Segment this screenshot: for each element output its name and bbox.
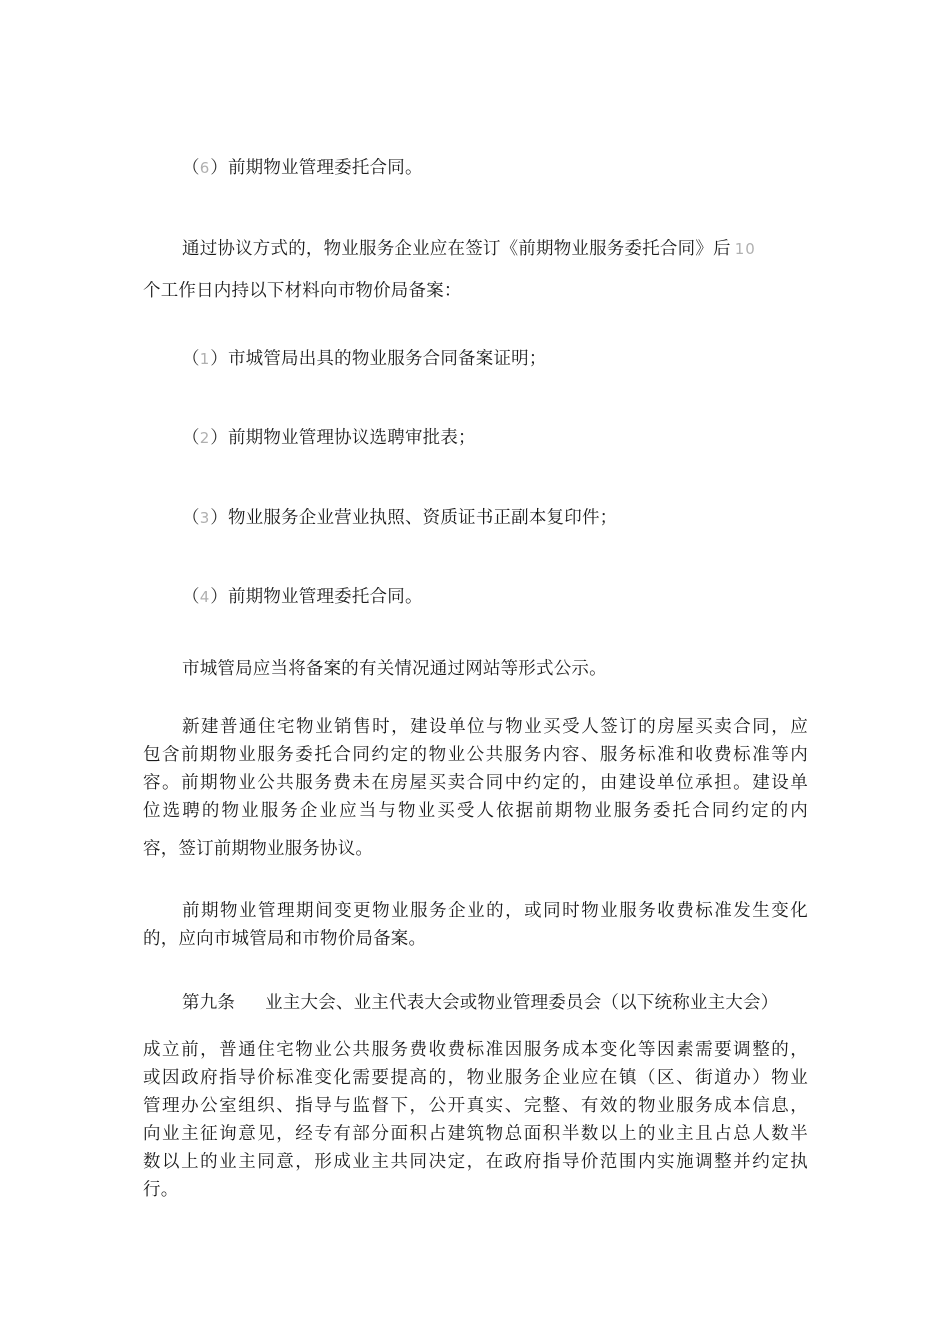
article-label: 第九条 [182,993,236,1013]
article-9-line-3: 或因政府指导价标准变化需要提高的，物业服务企业应在镇（区、街道办）物业 [143,1068,808,1088]
list-item-4 [182,584,847,612]
item-number: 3 [199,509,211,527]
paren-open: （ [182,158,200,178]
paragraph-change-line-1: 前期物业管理期间变更物业服务企业的，或同时物业服务收费标准发生变化 [182,901,808,921]
item-number: 4 [199,588,211,606]
paren-close: ） [210,158,228,178]
item-text: 前期物业管理委托合同。 [227,158,423,178]
list-item-3 [182,505,847,533]
paren-open: （ [182,349,200,369]
paren-open: （ [182,508,200,528]
paren-close: ） [210,428,228,448]
paragraph-change-line-2: 的，应向市城管局和市物价局备案。 [143,929,427,949]
list-item-6 [182,155,847,183]
article-9-line-4: 管理办公室组织、指导与监督下，公开真实、完整、有效的物业服务成本信息， [143,1096,808,1116]
paren-close: ） [210,349,228,369]
paragraph-publicize: 市城管局应当将备案的有关情况通过网站等形式公示。 [182,659,607,679]
item-number: 2 [199,429,211,447]
paragraph-newbuild-line-5: 容，签订前期物业服务协议。 [143,839,374,859]
item-number: 1 [199,350,211,368]
paren-close: ） [210,587,228,607]
paragraph-newbuild-line-1: 新建普通住宅物业销售时，建设单位与物业买受人签订的房屋买卖合同，应 [182,717,808,737]
item-text: 前期物业管理协议选聘审批表； [227,428,476,448]
list-item-1 [182,346,847,374]
paragraph-agreement-line-1 [182,236,808,264]
paren-open: （ [182,428,200,448]
paragraph-newbuild-line-4: 位选聘的物业服务企业应当与物业买受人依据前期物业服务委托合同约定的内 [143,801,808,821]
item-text: 市城管局出具的物业服务合同备案证明； [227,349,547,369]
list-item-2 [182,425,847,453]
paragraph-agreement-line-2: 个工作日内持以下材料向市物价局备案： [143,281,462,301]
paren-close: ） [210,508,228,528]
paragraph-text: 通过协议方式的，物业服务企业应在签订《前期物业服务委托合同》后 [182,239,731,259]
article-9-line-7: 行。 [143,1180,179,1200]
item-number: 6 [199,159,211,177]
day-count-number: 10 [734,240,756,258]
paren-open: （ [182,587,200,607]
paragraph-newbuild-line-2: 包含前期物业服务委托合同约定的物业公共服务内容、服务标准和收费标准等内 [143,745,808,765]
article-9-line-2: 成立前，普通住宅物业公共服务费收费标准因服务成本变化等因素需要调整的， [143,1040,808,1060]
article-9-heading-line [182,990,808,1018]
item-text: 物业服务企业营业执照、资质证书正副本复印件； [227,508,618,528]
article-9-line-6: 数以上的业主同意，形成业主共同决定，在政府指导价范围内实施调整并约定执 [143,1152,808,1172]
article-text: 业主大会、业主代表大会或物业管理委员会（以下统称业主大会） [265,993,779,1013]
article-9-line-5: 向业主征询意见，经专有部分面积占建筑物总面积半数以上的业主且占总人数半 [143,1124,808,1144]
paragraph-newbuild-line-3: 容。前期物业公共服务费未在房屋买卖合同中约定的，由建设单位承担。建设单 [143,773,808,793]
item-text: 前期物业管理委托合同。 [227,587,423,607]
